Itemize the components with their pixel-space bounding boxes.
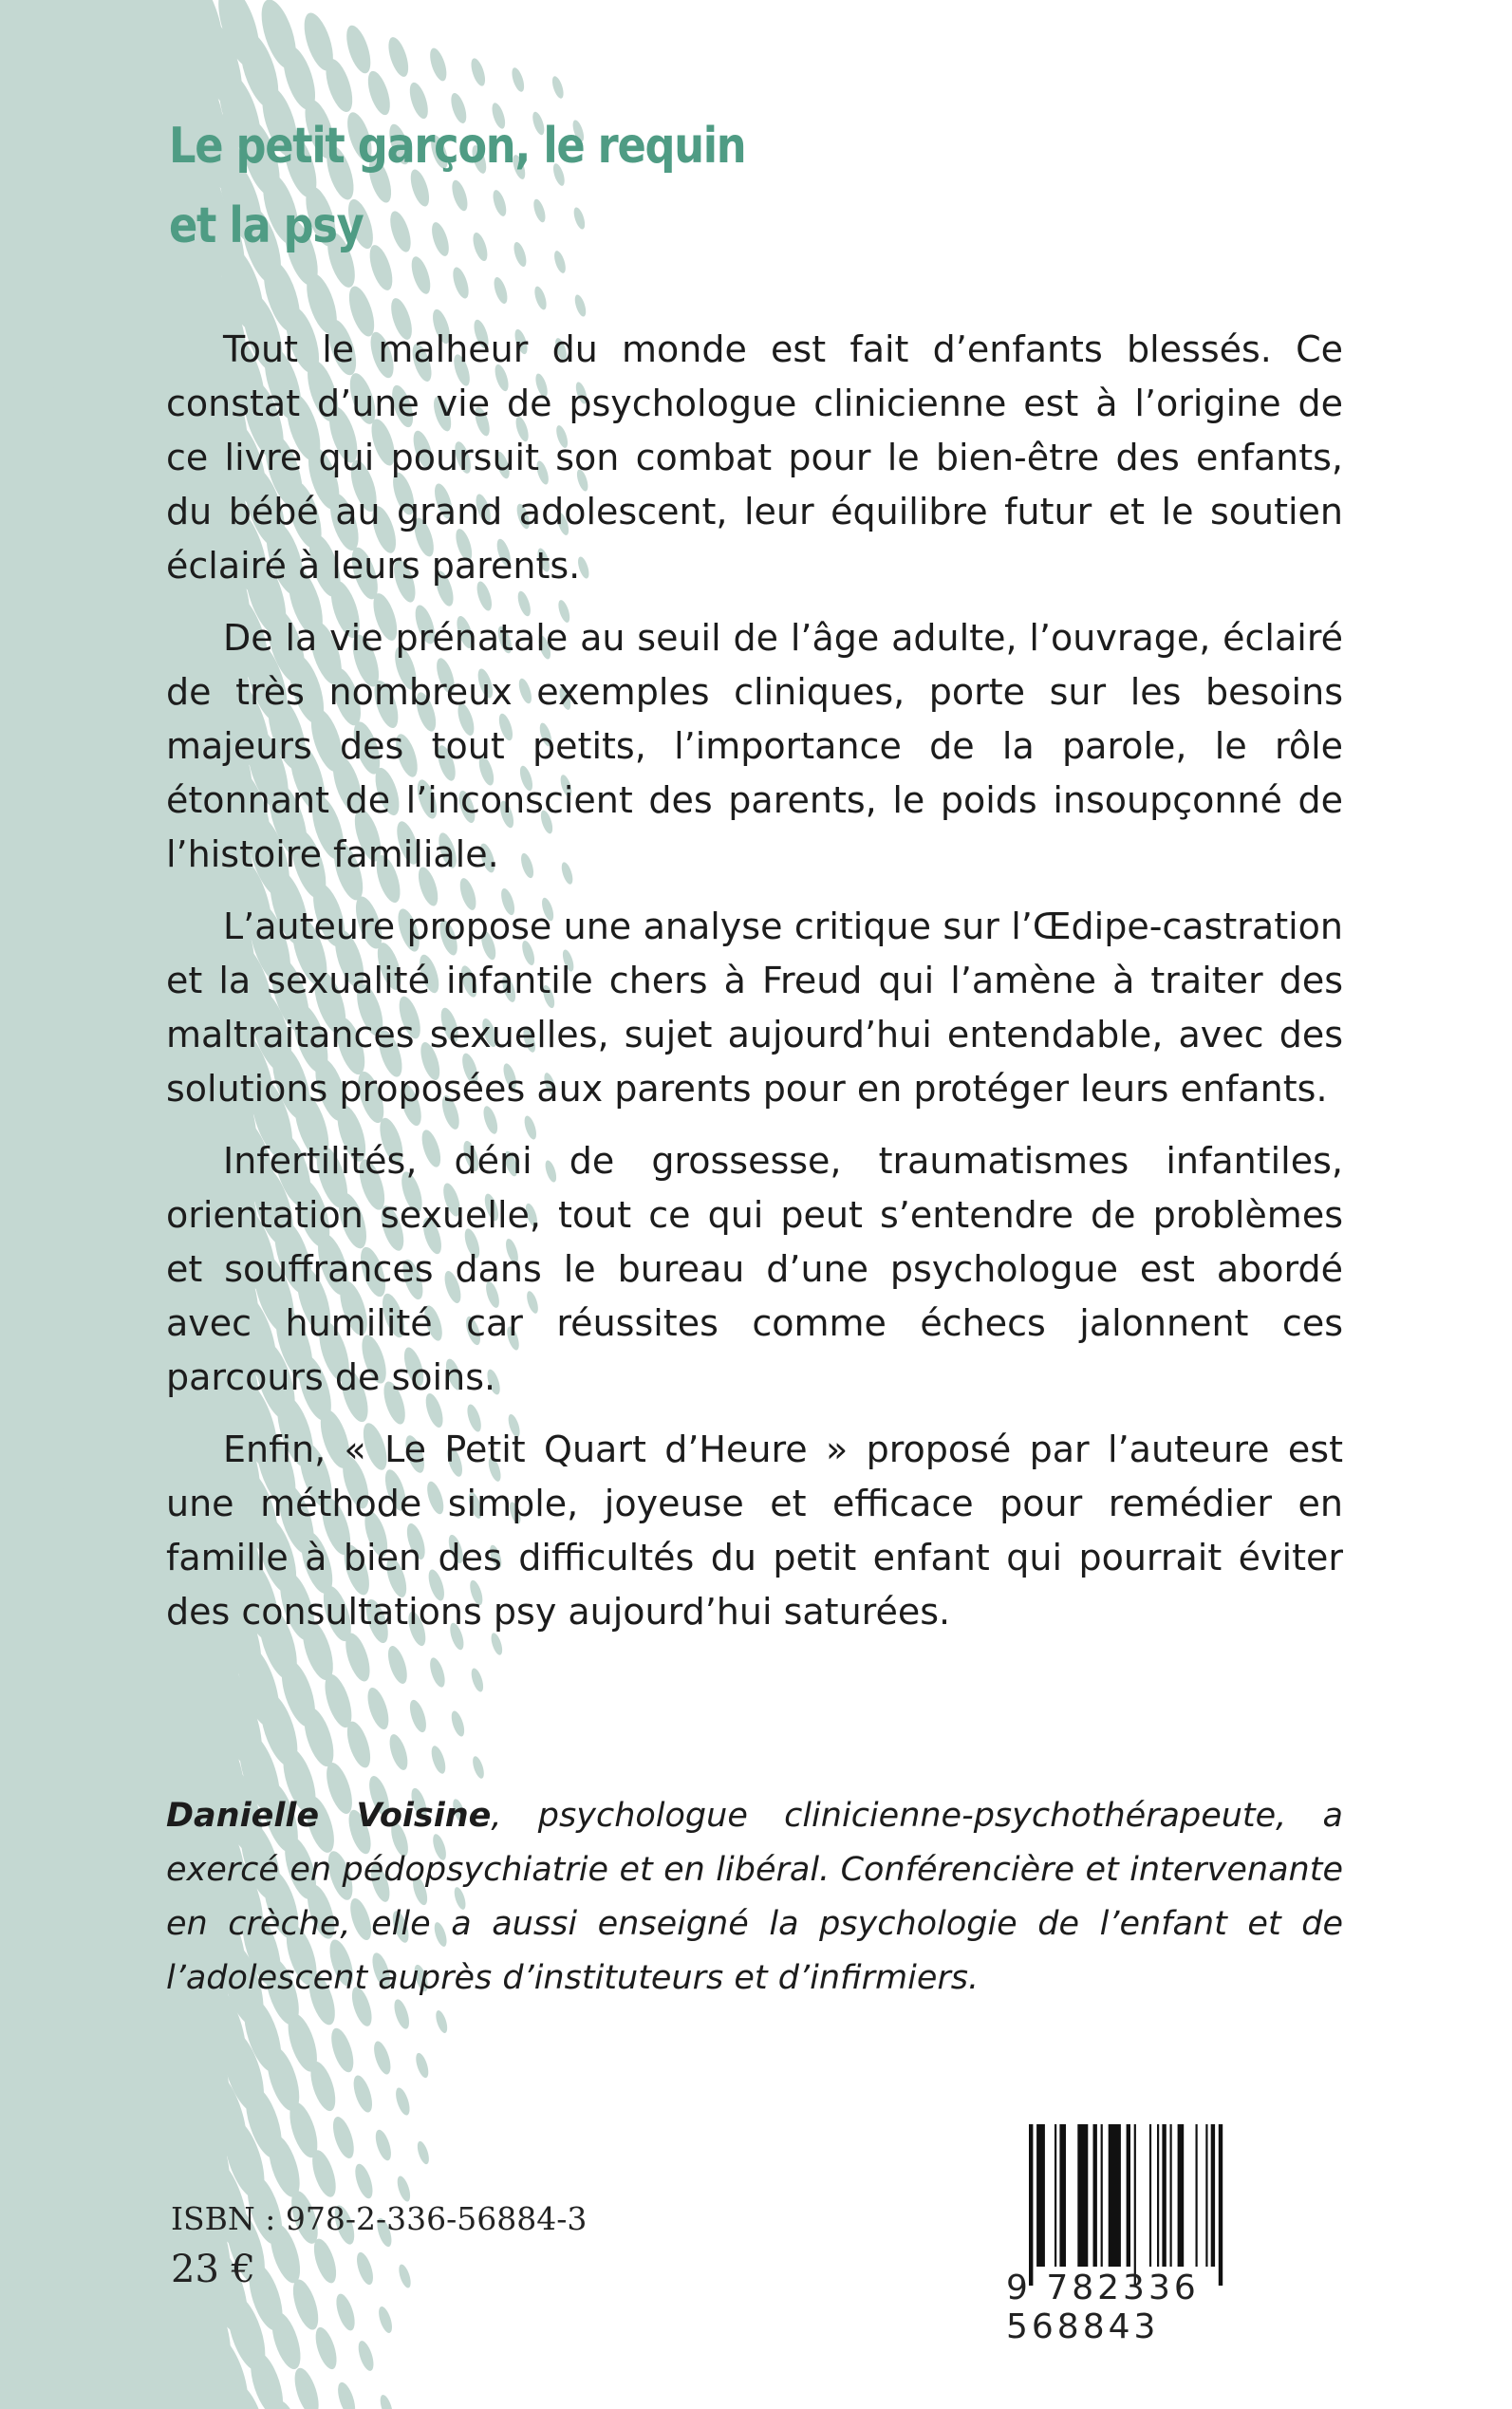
barcode-icon <box>1027 2124 1331 2286</box>
isbn: ISBN : 978-2-336-56884-3 <box>171 2200 588 2237</box>
author-bio-text: , psychologue clinicienne-psychothérapeute, a exercé en pédopsychiatrie et en libéral. Conférencière et intervenante en crèche, elle a aussi enseigné la psychologie de l’enfant et de l’adolescent auprès d’instituteurs et d’infirmiers. <box>166 1797 1343 1997</box>
blurb-paragraph: De la vie prénatale au seuil de l’âge adulte, l’ouvrage, éclairé de très nombreux exemples cliniques, porte sur les besoins majeurs des tout petits, l’importance de la parole, le rôle étonnant de l’inconscient des parents, le poids insoupçonné de l’histoire familiale. <box>166 617 1343 875</box>
author-name: Danielle Voisine <box>166 1797 492 1835</box>
title-line-2: et la psy <box>169 197 364 254</box>
blurb-paragraph: L’auteure propose une analyse critique sur l’Œdipe-castration et la sexualité infantile chers à Freud qui l’amène à traiter des maltraitances sexuelles, sujet aujourd’hui entendable, avec des solutions proposées aux parents pour en protéger leurs enfants. <box>166 906 1343 1110</box>
book-title <box>169 106 904 266</box>
title-line-1: Le petit garçon, le requin <box>169 118 746 175</box>
blurb <box>166 323 1343 1657</box>
blurb-paragraph: Tout le malheur du monde est fait d’enfants blessés. Ce constat d’une vie de psychologue clinicienne est à l’origine de ce livre qui poursuit son combat pour le bien-être des enfants, du bébé au grand adolescent, leur équilibre futur et le soutien éclairé à leurs parents. <box>166 328 1343 587</box>
price: 23 € <box>171 2248 256 2291</box>
blurb-paragraph: Infertilités, déni de grossesse, traumatismes infantiles, orientation sexuelle, tout ce qui peut s’entendre de problèmes et souffrances dans le bureau d’une psychologue est abordé avec humilité car réussites comme échecs jalonnent ces parcours de soins. <box>166 1140 1343 1398</box>
blurb-paragraph: Enfin, « Le Petit Quart d’Heure » proposé par l’auteure est une méthode simple, joyeuse et efficace pour remédier en famille à bien des difficultés du petit enfant qui pourrait éviter des consultations psy aujourd’hui saturées. <box>166 1429 1343 1633</box>
barcode-number: 9 782336 568843 <box>1006 2269 1200 2346</box>
author-bio <box>166 1789 1343 2006</box>
